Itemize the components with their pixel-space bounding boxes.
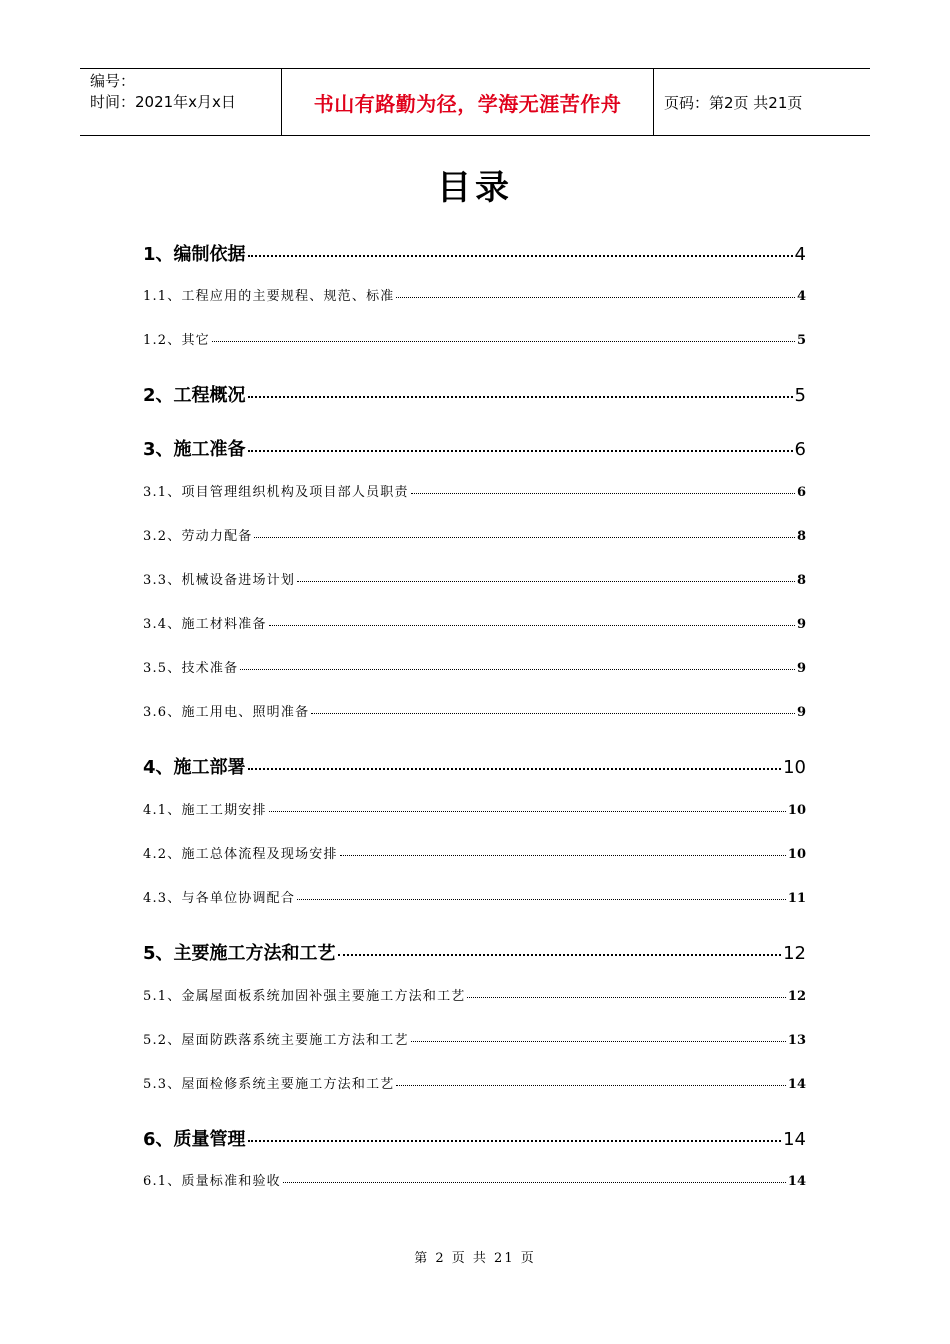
toc-entry-title: 4.2、施工总体流程及现场安排 (143, 847, 338, 862)
toc-dot-leader (311, 713, 795, 714)
toc-dot-leader (338, 954, 782, 956)
toc-entry-page: 12 (783, 943, 806, 964)
toc-dot-leader (269, 625, 795, 626)
toc-entry-title: 3.2、劳动力配备 (143, 529, 253, 544)
toc-section-entry[interactable] (143, 1029, 806, 1048)
toc-entry-page: 12 (787, 989, 806, 1004)
toc-entry-page: 9 (796, 705, 806, 720)
toc-entry-title: 4、施工部署 (143, 757, 246, 778)
toc-dot-leader (248, 768, 782, 770)
toc-dot-leader (297, 581, 795, 582)
document-number-label: 编号： (90, 72, 136, 90)
toc-entry-page: 14 (787, 1077, 806, 1092)
toc-dot-leader (411, 493, 795, 494)
toc-entry-title: 1、编制依据 (143, 244, 246, 265)
toc-section-entry[interactable] (143, 701, 806, 720)
toc-entry-title: 1.1、工程应用的主要规程、规范、标准 (143, 289, 395, 304)
toc-entry-page: 11 (787, 891, 806, 906)
toc-entry-page: 6 (796, 485, 806, 500)
toc-entry-title: 3、施工准备 (143, 439, 246, 460)
toc-dot-leader (212, 341, 795, 342)
toc-entry-title: 5.2、屋面防跌落系统主要施工方法和工艺 (143, 1033, 409, 1048)
header-motto: 书山有路勤为径，学海无涯苦作舟 (313, 91, 622, 116)
toc-chapter-entry[interactable] (143, 435, 806, 461)
toc-entry-title: 5、主要施工方法和工艺 (143, 943, 336, 964)
toc-dot-leader (248, 255, 793, 257)
toc-dot-leader (467, 997, 785, 998)
toc-dot-leader (396, 1085, 785, 1086)
toc-section-entry[interactable] (143, 613, 806, 632)
toc-dot-leader (283, 1182, 786, 1183)
toc-chapter-entry[interactable] (143, 939, 806, 965)
header-meta-cell (80, 69, 282, 135)
toc-section-entry[interactable] (143, 657, 806, 676)
toc-chapter-entry[interactable] (143, 753, 806, 779)
toc-section-entry[interactable] (143, 329, 806, 348)
toc-entry-page: 4 (794, 244, 806, 265)
toc-entry-page: 8 (796, 573, 806, 588)
toc-chapter-entry[interactable] (143, 240, 806, 266)
toc-entry-page: 4 (796, 289, 806, 304)
toc-chapter-entry[interactable] (143, 381, 806, 407)
toc-entry-title: 6.1、质量标准和验收 (143, 1174, 281, 1189)
toc-section-entry[interactable] (143, 985, 806, 1004)
toc-entry-title: 3.1、项目管理组织机构及项目部人员职责 (143, 485, 409, 500)
toc-chapter-entry[interactable] (143, 1125, 806, 1151)
toc-dot-leader (340, 855, 786, 856)
toc-entry-title: 4.1、施工工期安排 (143, 803, 267, 818)
toc-section-entry[interactable] (143, 799, 806, 818)
toc-section-entry[interactable] (143, 887, 806, 906)
toc-section-entry[interactable] (143, 1170, 806, 1189)
toc-dot-leader (269, 811, 786, 812)
toc-dot-leader (248, 396, 793, 398)
toc-entry-title: 1.2、其它 (143, 333, 210, 348)
toc-entry-page: 8 (796, 529, 806, 544)
toc-entry-page: 5 (796, 333, 806, 348)
toc-dot-leader (396, 297, 794, 298)
toc-entry-title: 5.3、屋面检修系统主要施工方法和工艺 (143, 1077, 395, 1092)
toc-entry-page: 13 (787, 1033, 806, 1048)
toc-entry-page: 14 (787, 1174, 806, 1189)
toc-section-entry[interactable] (143, 481, 806, 500)
toc-entry-title: 3.3、机械设备进场计划 (143, 573, 296, 588)
toc-entry-page: 9 (796, 617, 806, 632)
document-time-label: 时间：2021年x月x日 (90, 93, 236, 111)
header-page-info: 页码：第2页 共21页 (664, 93, 803, 112)
toc-entry-page: 5 (794, 385, 806, 406)
toc-dot-leader (248, 1140, 782, 1142)
toc-dot-leader (297, 899, 786, 900)
toc-entry-title: 3.5、技术准备 (143, 661, 239, 676)
toc-dot-leader (248, 450, 793, 452)
toc-entry-title: 5.1、金属屋面板系统加固补强主要施工方法和工艺 (143, 989, 466, 1004)
toc-entry-title: 2、工程概况 (143, 385, 246, 406)
toc-entry-page: 6 (794, 439, 806, 460)
page-header (80, 68, 870, 136)
toc-entry-page: 14 (783, 1129, 806, 1150)
toc-section-entry[interactable] (143, 843, 806, 862)
toc-section-entry[interactable] (143, 285, 806, 304)
toc-dot-leader (411, 1041, 786, 1042)
toc-section-entry[interactable] (143, 1073, 806, 1092)
toc-entry-title: 3.4、施工材料准备 (143, 617, 267, 632)
toc-section-entry[interactable] (143, 569, 806, 588)
header-page-cell (654, 69, 870, 135)
header-motto-cell (282, 69, 654, 135)
toc-dot-leader (254, 537, 794, 538)
toc-entry-page: 9 (796, 661, 806, 676)
toc-section-entry[interactable] (143, 525, 806, 544)
toc-entry-title: 6、质量管理 (143, 1129, 246, 1150)
page-footer: 第 2 页 共 21 页 (414, 1251, 536, 1266)
page-title: 目录 (437, 168, 513, 208)
toc-entry-page: 10 (787, 803, 806, 818)
toc-dot-leader (240, 669, 795, 670)
toc-entry-page: 10 (787, 847, 806, 862)
toc-entry-title: 4.3、与各单位协调配合 (143, 891, 296, 906)
toc-entry-page: 10 (783, 757, 806, 778)
toc-entry-title: 3.6、施工用电、照明准备 (143, 705, 310, 720)
